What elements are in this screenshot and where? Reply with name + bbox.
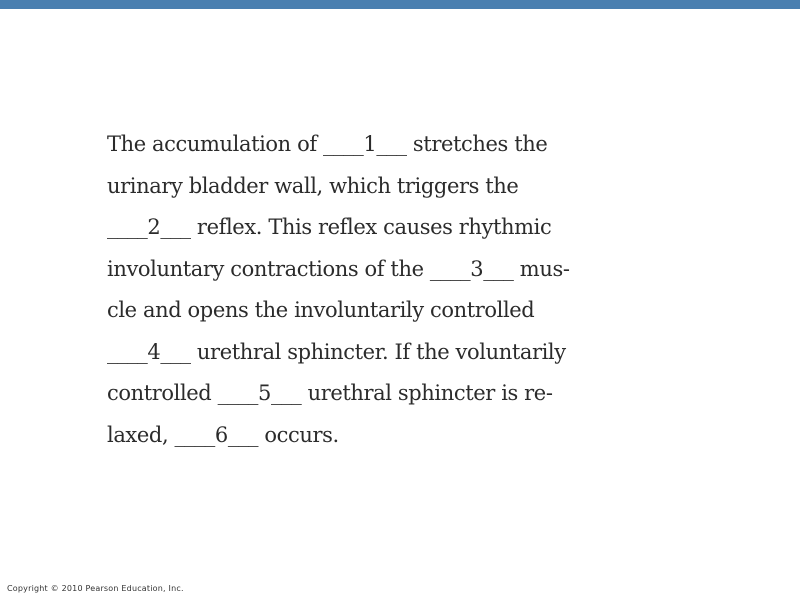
- passage-line-4: involuntary contractions of the ____3___ mus-: [107, 256, 570, 281]
- passage-line-2: urinary bladder wall, which triggers the: [107, 173, 519, 198]
- passage-line-6: ____4___ urethral sphincter. If the voluntarily: [107, 339, 566, 364]
- passage-line-7: controlled ____5___ urethral sphincter is re-: [107, 381, 553, 405]
- fill-in-the-blank-passage: [107, 124, 647, 456]
- top-accent-bar: [0, 0, 800, 9]
- passage-line-3: ____2___ reflex. This reflex causes rhythmic: [107, 215, 552, 239]
- copyright-notice: Copyright © 2010 Pearson Education, Inc.: [7, 584, 184, 593]
- passage-line-5: cle and opens the involuntarily controlled: [107, 298, 535, 322]
- passage-line-8: laxed, ____6___ occurs.: [107, 422, 339, 447]
- passage-line-1: The accumulation of ____1___ stretches the: [107, 132, 548, 156]
